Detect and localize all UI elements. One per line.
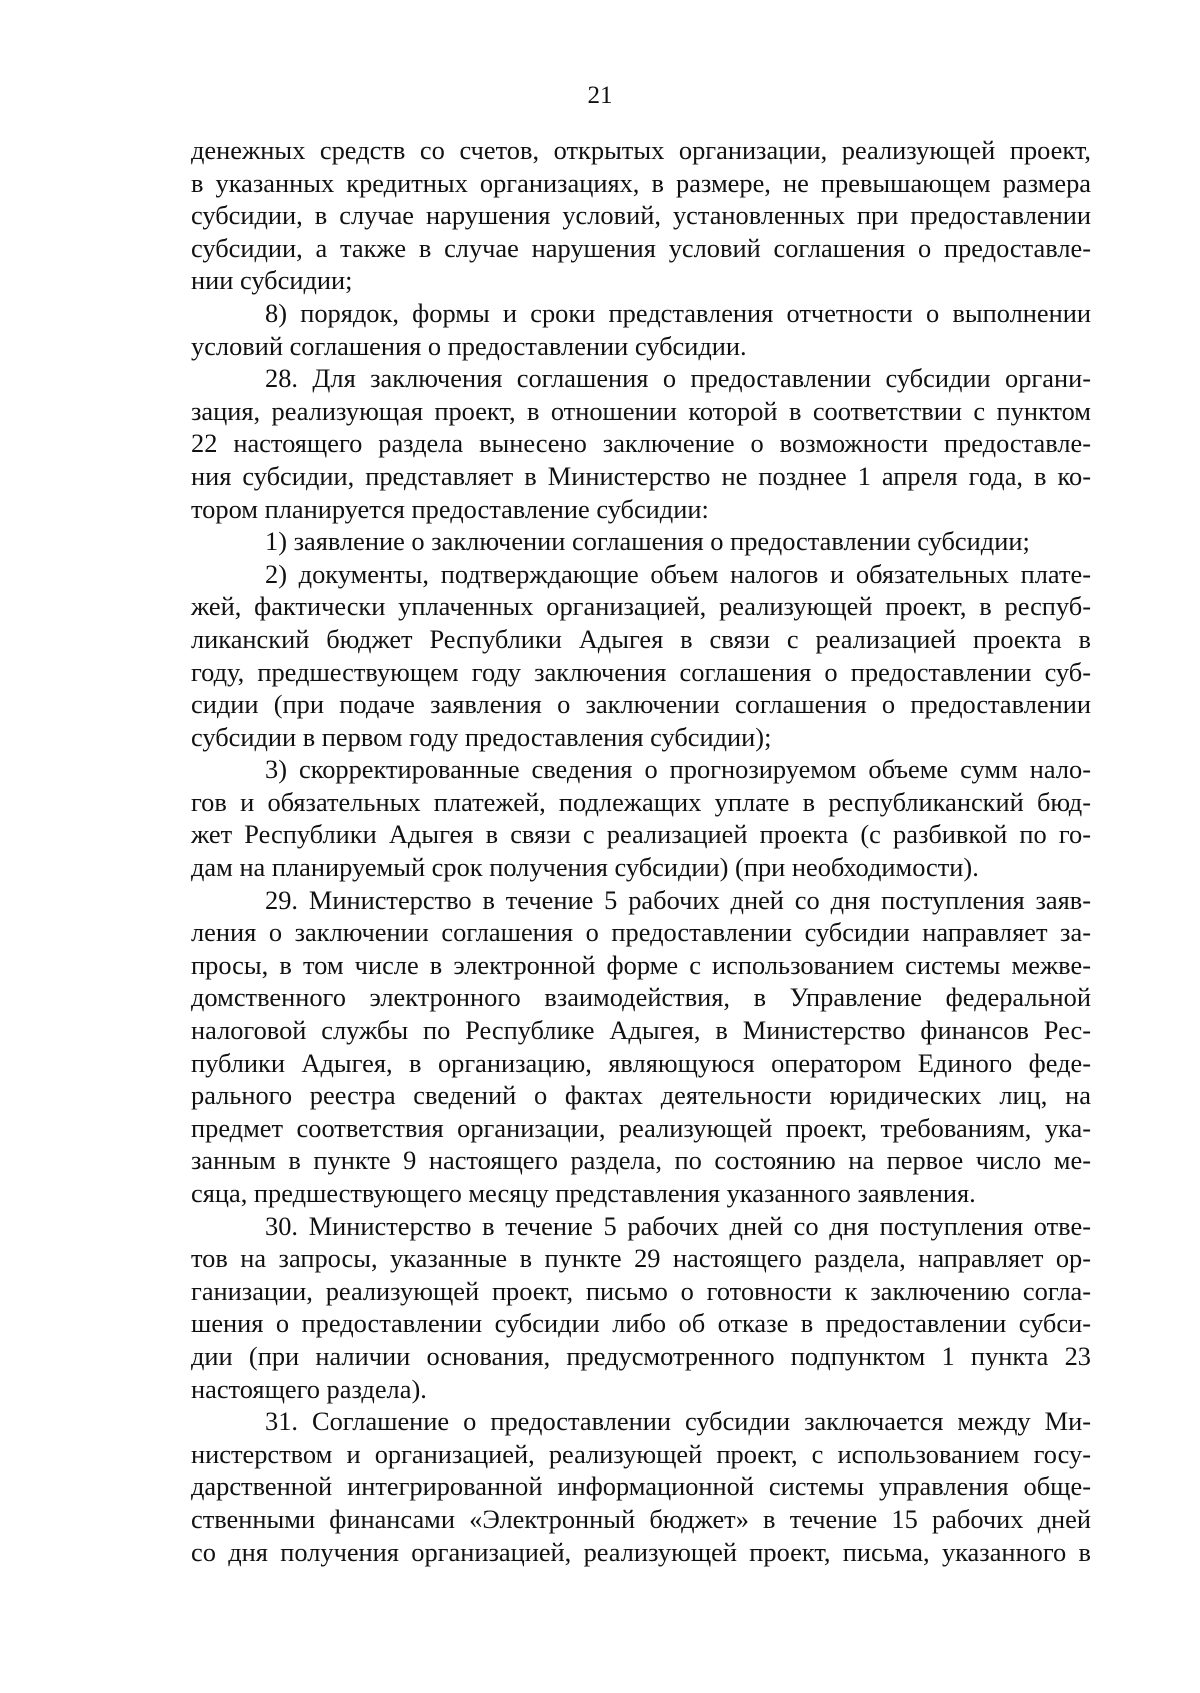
text-line: сидии (при подаче заявления о заключении соглашения о предоставлении (191, 689, 1091, 720)
text-line: жет Республики Адыгея в связи с реализацией проекта (с разбивкой по го- (191, 819, 1091, 850)
text-line: просы, в том числе в электронной форме с использованием системы межве- (191, 949, 1091, 980)
text-line: дам на планируемый срок получения субсидии) (при необходимости). (191, 852, 979, 883)
text-line: 1) заявление о заключении соглашения о предоставлении субсидии; (265, 526, 1030, 557)
text-line: сяца, предшествующего месяцу представления указанного заявления. (191, 1178, 976, 1208)
text-line: шения о предоставлении субсидии либо об отказе в предоставлении субси- (191, 1308, 1091, 1339)
page-number: 21 (587, 82, 613, 109)
text-line: субсидии в первом году предоставления субсидии); (191, 721, 772, 752)
text-line: ния субсидии, представляет в Министерство не позднее 1 апреля года, в ко- (191, 460, 1091, 491)
text-line: 3) скорректированные сведения о прогнозируемом объеме сумм нало- (265, 754, 1091, 785)
text-line: дарственной интегрированной информационной системы управления обще- (191, 1471, 1091, 1502)
text-line: настоящего раздела). (191, 1373, 427, 1404)
text-line: 8) порядок, формы и сроки представления отчетности о выполнении (265, 297, 1091, 328)
text-line: 22 настоящего раздела вынесено заключение о возможности предоставле- (191, 428, 1091, 459)
text-line: рального реестра сведений о фактах деятельности юридических лиц, на (191, 1080, 1091, 1111)
text-line: жей, фактически уплаченных организацией, реализующей проект, в респуб- (191, 591, 1091, 622)
text-line: публики Адыгея, в организацию, являющуюся оператором Единого феде- (191, 1047, 1091, 1078)
text-line: году, предшествующем году заключения соглашения о предоставлении суб- (191, 656, 1091, 687)
text-line: гов и обязательных платежей, подлежащих уплате в республиканский бюд- (191, 786, 1091, 817)
text-line: ликанский бюджет Республики Адыгея в связи с реализацией проекта в (191, 623, 1091, 654)
text-line: субсидии, в случае нарушения условий, установленных при предоставлении (191, 200, 1091, 231)
document-body (191, 134, 1091, 1568)
text-line: 31. Соглашение о предоставлении субсидии заключается между Ми- (265, 1406, 1091, 1437)
text-line: со дня получения организацией, реализующей проект, письма, указанного в (191, 1536, 1091, 1567)
text-line: домственного электронного взаимодействия, в Управление федеральной (191, 982, 1091, 1013)
text-line: ственными финансами «Электронный бюджет» в течение 15 рабочих дней (191, 1503, 1091, 1534)
text-line: дии (при наличии основания, предусмотренного подпунктом 1 пункта 23 (191, 1340, 1091, 1371)
text-line: условий соглашения о предоставлении субсидии. (191, 330, 747, 361)
text-line: нии субсидии; (191, 265, 353, 296)
text-line: тором планируется предоставление субсидии: (191, 493, 709, 524)
text-line: налоговой службы по Республике Адыгея, в Министерство финансов Рес- (191, 1015, 1091, 1046)
text-line: 29. Министерство в течение 5 рабочих дней со дня поступления заяв- (265, 884, 1091, 915)
text-line: нистерством и организацией, реализующей проект, с использованием госу- (191, 1438, 1091, 1469)
text-line: предмет соответствия организации, реализующей проект, требованиям, ука- (191, 1112, 1091, 1143)
text-line: 2) документы, подтверждающие объем налогов и обязательных плате- (265, 558, 1091, 589)
text-line: тов на запросы, указанные в пункте 29 настоящего раздела, направляет ор- (191, 1243, 1091, 1274)
text-line: в указанных кредитных организациях, в размере, не превышающем размера (191, 167, 1091, 198)
text-line: занным в пункте 9 настоящего раздела, по состоянию на первое число ме- (191, 1145, 1091, 1176)
text-line: денежных средств со счетов, открытых организации, реализующей проект, (191, 135, 1091, 165)
text-line: ганизации, реализующей проект, письмо о готовности к заключению согла- (191, 1275, 1091, 1306)
text-line: зация, реализующая проект, в отношении которой в соответствии с пунктом (191, 395, 1091, 426)
text-line: 30. Министерство в течение 5 рабочих дней со дня поступления отве- (265, 1210, 1091, 1241)
text-line: 28. Для заключения соглашения о предоставлении субсидии органи- (265, 363, 1091, 394)
text-line: субсидии, а также в случае нарушения условий соглашения о предоставле- (191, 232, 1091, 263)
text-line: ления о заключении соглашения о предоставлении субсидии направляет за- (191, 917, 1091, 948)
